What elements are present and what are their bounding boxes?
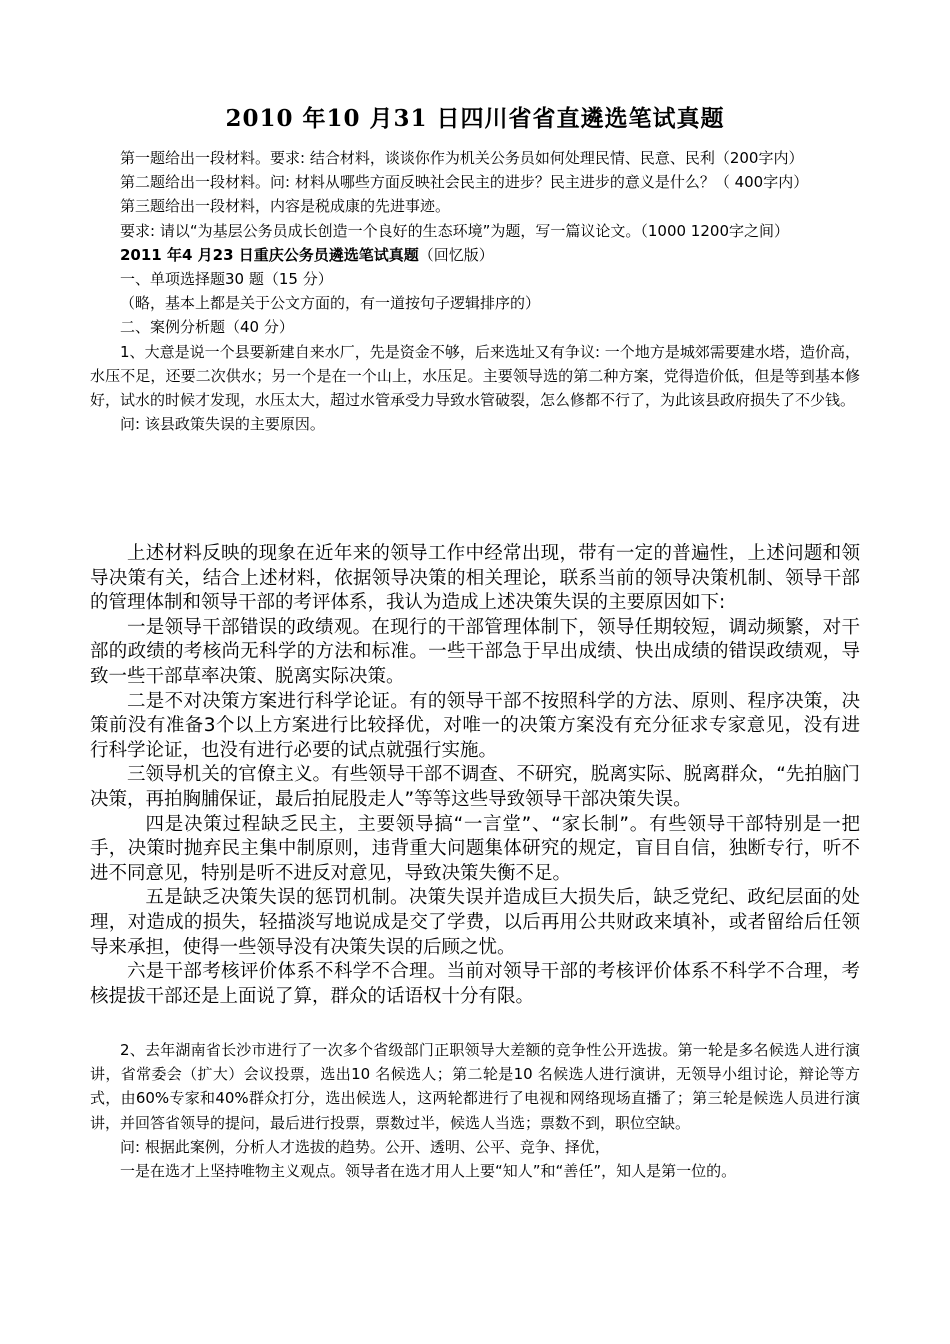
chongqing-heading-title: 2011 年4 月23 日重庆公务员遴选笔试真题 — [120, 245, 419, 264]
case-2-material: 2、去年湖南省长沙市进行了一次多个省级部门正职领导大差额的竞争性公开选拔。第一轮是多名候选人进行演讲，省常委会（扩大）会议投票，选出10 名候选人；第二轮是10 名候选人进行演讲，无领导小组讨论，辩论等方式，由60%专家和40%群众打分，选出候选人，这两轮都进行了电视和网络现场直播了；第三轮是候选人员进行演讲，并回答省领导的提问，最后进行投票，票数过半，候选人当选；票数不到，职位空缺。 — [90, 1041, 860, 1132]
part-one-heading: 一、单项选择题30 题（15 分） — [120, 270, 333, 289]
answer-reason-1: 一是领导干部错误的政绩观。在现行的干部管理体制下，领导任期较短，调动频繁，对干部的政绩的考核尚无科学的方法和标准。一些干部急于早出成绩、快出成绩的错误政绩观，导致一些干部草率决策、脱离实际决策。 — [90, 616, 860, 687]
answer-block-1 — [90, 542, 860, 1009]
answer-reason-3: 三领导机关的官僚主义。有些领导干部不调查、不研究，脱离实际、脱离群众，“先拍脑门决策，再拍胸脯保证，最后拍屁股走人”等等这些导致领导干部决策失误。 — [90, 764, 860, 810]
part-two-heading: 二、案例分析题（40 分） — [120, 318, 294, 337]
question-1: 第一题给出一段材料。要求: 结合材料，谈谈你作为机关公务员如何处理民情、民意、民利（200字内） — [120, 149, 804, 167]
document-title: 2010 年10 月31 日四川省省直遴选笔试真题 — [225, 105, 725, 132]
part-one-note: （略，基本上都是关于公文方面的，有一道按句子逻辑排序的） — [120, 294, 541, 313]
section-sichuan-questions — [90, 146, 860, 436]
answer-intro: 上述材料反映的现象在近年来的领导工作中经常出现，带有一定的普遍性，上述问题和领导决策有关，结合上述材料，依据领导决策的相关理论，联系当前的领导决策机制、领导干部的管理体制和领导干部的考评体系，我认为造成上述决策失误的主要原因如下: — [90, 543, 860, 614]
chongqing-heading-suffix: （回忆版） — [418, 245, 494, 264]
case-1-material: 1、大意是说一个县要新建自来水厂，先是资金不够，后来选址又有争议: 一个地方是城郊需要建水塔，造价高，水压不足，还要二次供水；另一个是在一个山上，水压足。主要领导选的第二种方案，党得造价低，但是等到基本修好，试水的时候才发现，水压太大，超过水管承受力导致水管破裂，怎么修都不行了，为此该县政府损失了不少钱。 — [90, 342, 860, 410]
section-case-2 — [90, 1038, 860, 1183]
question-3: 第三题给出一段材料，内容是税成康的先进事迹。 — [120, 197, 451, 216]
answer-reason-2: 二是不对决策方案进行科学论证。有的领导干部不按照科学的方法、原则、程序决策，决策前没有准备3个以上方案进行比较择优，对唯一的决策方案没有充分征求专家意见，没有进行科学论证，也没有进行必要的试点就强行实施。 — [90, 690, 860, 761]
answer-reason-6: 六是干部考核评价体系不科学不合理。当前对领导干部的考核评价体系不科学不合理，考核提拔干部还是上面说了算，群众的话语权十分有限。 — [90, 961, 860, 1007]
case-2-answer-1: 一是在选才上坚持唯物主义观点。领导者在选才用人上要“知人”和“善任”，知人是第一位的。 — [120, 1162, 737, 1181]
case-2-question: 问: 根据此案例，分析人才选拔的趋势。公开、透明、公平、竞争、择优， — [120, 1137, 610, 1156]
case-1-question: 问: 该县政策失误的主要原因。 — [120, 415, 325, 434]
question-2: 第二题给出一段材料。问: 材料从哪些方面反映社会民主的进步？民主进步的意义是什么？（ 400字内） — [120, 173, 809, 192]
answer-reason-4: 四是决策过程缺乏民主，主要领导搞“一言堂”、“家长制”。有些领导干部特别是一把手，决策时抛弃民主集中制原则，违背重大问题集体研究的规定，盲目自信，独断专行，听不进不同意见，特别是听不进反对意见，导致决策失衡不足。 — [90, 813, 860, 884]
chongqing-heading — [90, 243, 860, 267]
answer-reason-5: 五是缺乏决策失误的惩罚机制。决策失误并造成巨大损失后，缺乏党纪、政纪层面的处理，对造成的损失，轻描淡写地说成是交了学费，以后再用公共财政来填补，或者留给后任领导来承担，使得一些领导没有决策失误的后顾之忧。 — [90, 887, 860, 958]
essay-requirement: 要求: 请以“为基层公务员成长创造一个良好的生态环境”为题，写一篇议论文。（1000 1200字之间） — [120, 221, 789, 240]
